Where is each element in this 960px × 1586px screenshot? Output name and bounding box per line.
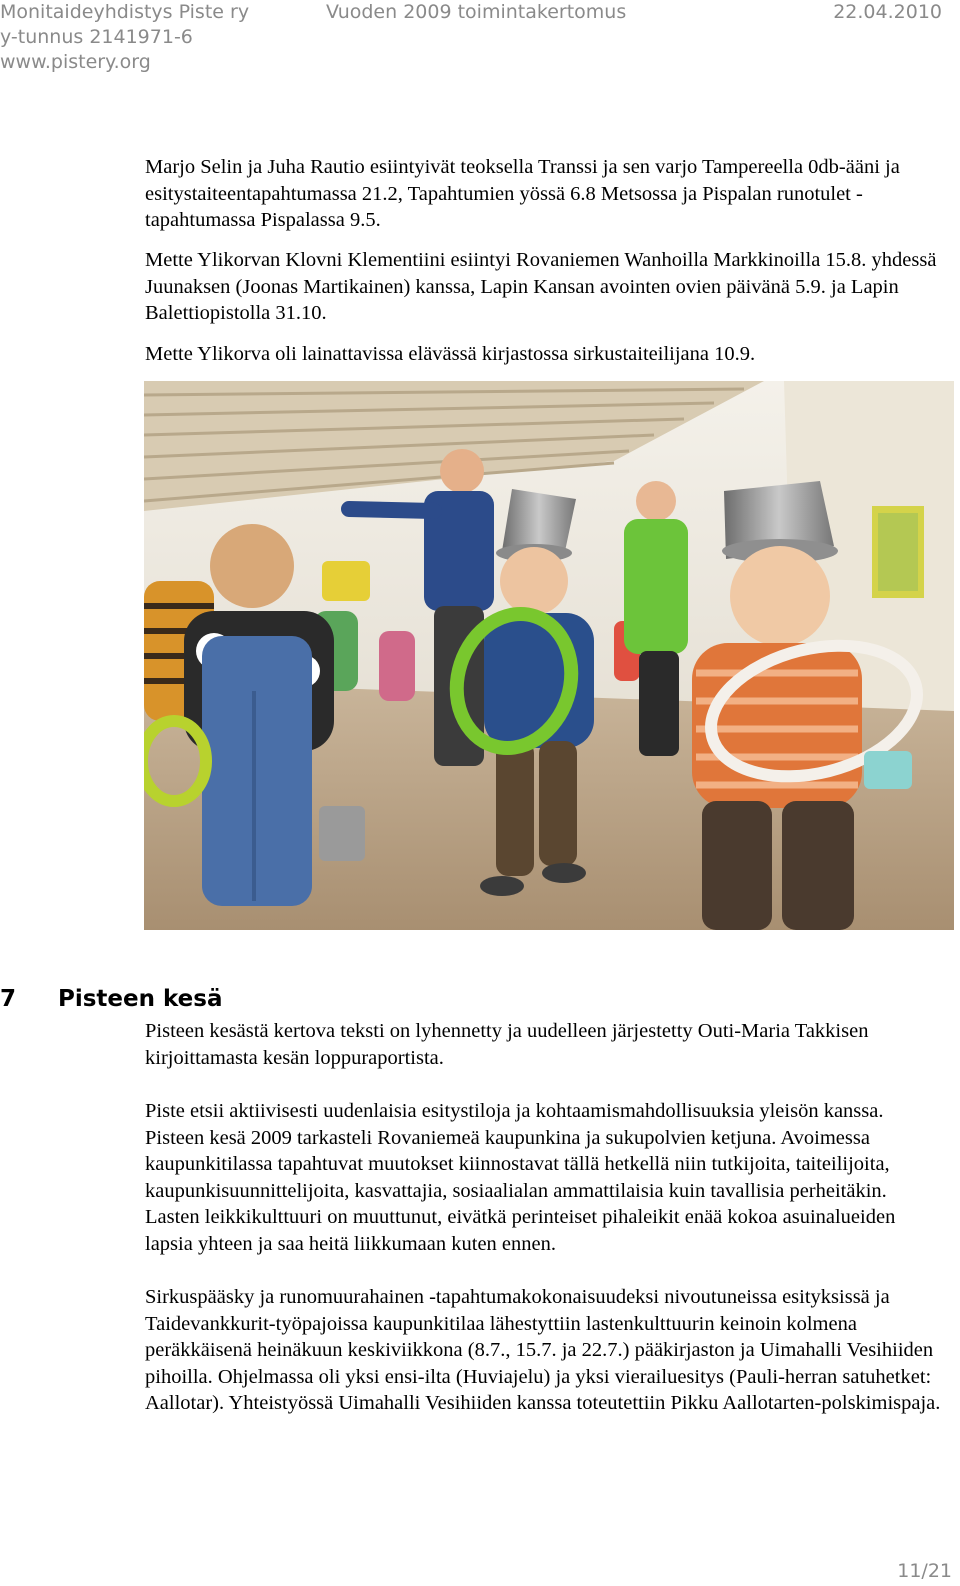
header-business-id: y-tunnus 2141971-6 <box>0 26 193 48</box>
header-org-name: Monitaideyhdistys Piste ry <box>0 1 250 23</box>
header-doc-title: Vuoden 2009 toimintakertomus <box>326 1 627 23</box>
section-title: Pisteen kesä <box>58 986 223 1012</box>
page-number: 11/21 <box>897 1560 952 1582</box>
paragraph-elava-kirjasto: Mette Ylikorva oli lainattavissa elävässä kirjastossa sirkustaiteilijana 10.9. <box>145 343 756 365</box>
paragraph-intro-note: Pisteen kesästä kertova teksti on lyhennetty ja uudelleen järjestetty Outi-Maria Takkisen kirjoittamasta kesän loppuraportista. <box>145 1020 869 1069</box>
paragraph-sirkuspaasky: Sirkuspääsky ja runomuurahainen -tapahtumakokonaisuudeksi nivoutuneissa esityksissä ja Taidevankkurit-työpajoissa kaupunkitilaa lähestyttiin lastenkulttuurin keinoin kolmena peräkkäisenä heinäkuun keskiviikkona (8.7., 15.7. ja 22.7.) pääkirjaston ja Uimahalli Vesihiiden pihoilla. Ohjelmassa oli yksi ensi-ilta (Huviajelu) ja yksi vierailuesitys (Pauli-herran satuhetket: Aallotar). Yhteistyössä Uimahalli Vesihiiden kanssa toteutettiin Pikku Aallotarten-polskimispaja. <box>145 1286 941 1414</box>
section-number: 7 <box>0 986 17 1012</box>
header-website[interactable]: www.pistery.org <box>0 51 151 73</box>
paragraph-transsi: Marjo Selin ja Juha Rautio esiintyivät teoksella Transsi ja sen varjo Tampereella 0db-ääni ja esitystaiteentapahtumassa 21.2, Tapahtumien yössä 6.8 Metsossa ja Pispalan runotulet -tapahtumassa Pispalassa 9.5. <box>145 156 900 231</box>
paragraph-pisteen-kesa-background: Piste etsii aktiivisesti uudenlaisia esitystiloja ja kohtaamismahdollisuuksia yleisön kanssa. Pisteen kesä 2009 tarkasteli Rovaniemeä kaupunkina ja sukupolvien ketjuna. Avoimessa kaupunkitilassa tapahtuvat muutokset kiinnostavat tällä hetkellä niin tutkijoita, taiteilijoita, kaupunkisuunnittelijoita, kasvattajia, sosiaalialan ammattilaisia kuin tavallisia perheitäkin. Lasten leikkikulttuuri on muuttunut, eivätkä perinteiset pihaleikit enää kokoa asuinalueiden lapsia yhteen ja saa heitä liikkumaan kuten ennen. <box>145 1100 896 1255</box>
header-date: 22.04.2010 <box>833 1 942 23</box>
paragraph-klovni-klementiini: Mette Ylikorvan Klovni Klementiini esiintyi Rovaniemen Wanhoilla Markkinoilla 15.8. yhdessä Juunaksen (Joonas Martikainen) kanssa, Lapin Kansan avointen ovien päivänä 5.9. ja Lapin Balettiopistolla 31.10. <box>145 249 937 324</box>
event-photo <box>144 381 954 930</box>
